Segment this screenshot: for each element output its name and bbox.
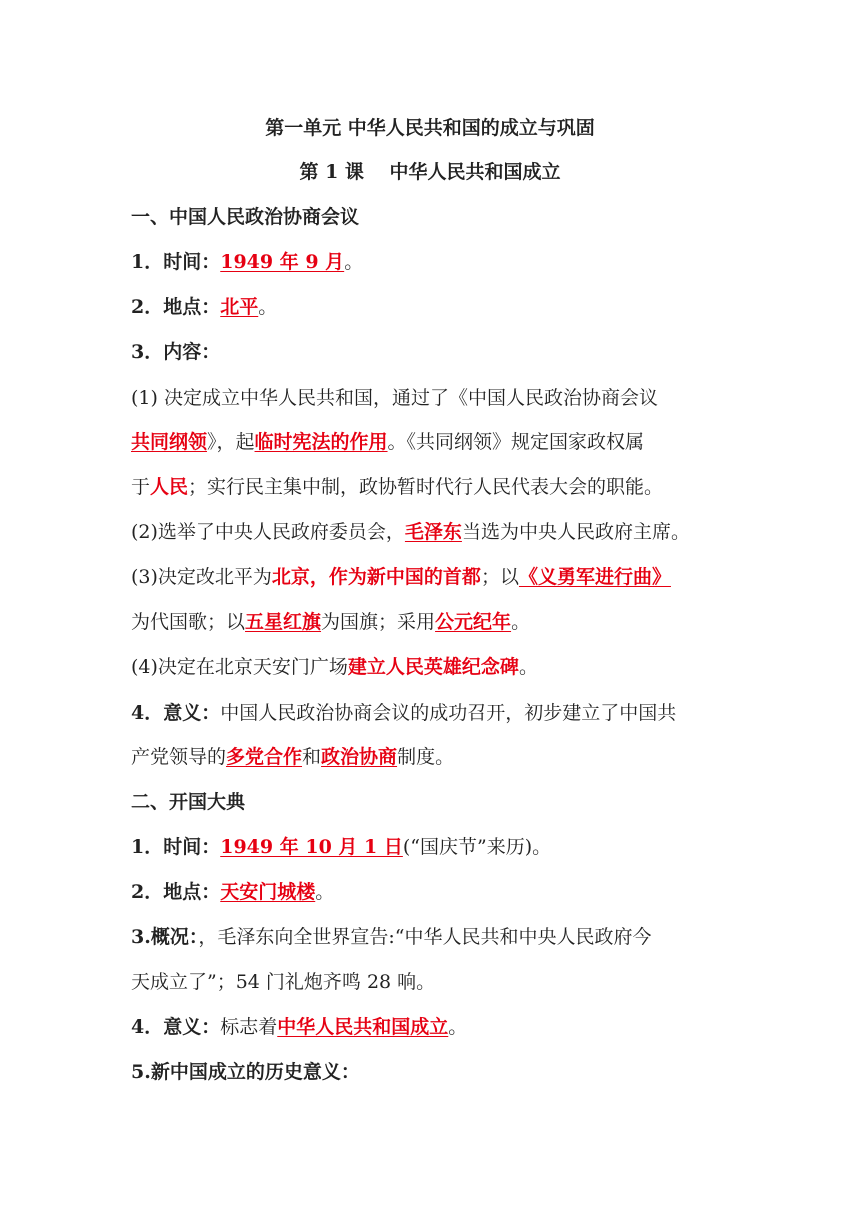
s1-c1-text5: ；实行民主集中制，政协暂时代行人民代表大会的职能。 [188, 476, 664, 498]
s1-meaning-text3: 和 [302, 746, 322, 768]
s1-c1-text3: 。《共同纲领》规定国家政权属 [387, 431, 645, 453]
s1-c4-line [131, 653, 741, 681]
s2-time-line [131, 833, 741, 861]
s2-time-value: 1949 年 10 月 1 日 [220, 836, 403, 858]
s1-meaning-text1: 中国人民政治协商会议的成功召开，初步建立了中国共 [220, 702, 677, 724]
s1-time-end: 。 [344, 251, 364, 273]
s1-meaning-text2: 产党领导的 [131, 746, 227, 768]
s1-content-label: 3．内容： [131, 341, 221, 363]
s1-time-label: 1．时间： [131, 251, 221, 273]
s1-c3-red4: 公元纪年 [435, 611, 512, 633]
s1-c3-line2 [131, 608, 741, 636]
s1-c2-line [131, 518, 741, 546]
s1-c1-text4: 于 [131, 476, 151, 498]
unit-title: 第一单元 中华人民共和国的成立与巩固 [265, 117, 595, 139]
s1-time-value: 1949 年 9 月 [220, 251, 345, 273]
s2-overview-text1: ，毛泽东向全世界宣告:“中华人民共和中央人民政府今 [198, 926, 652, 948]
s2-meaning-text: 标志着 [220, 1016, 278, 1038]
s1-c1-text2: 》，起 [207, 431, 255, 453]
s2-place-end: 。 [315, 881, 335, 903]
s1-c1-red1: 共同纲领 [131, 431, 208, 453]
s2-meaning-line [131, 1013, 741, 1041]
s1-place-end: 。 [258, 296, 278, 318]
s1-meaning-line1 [131, 699, 741, 727]
s2-place-label: 2．地点： [131, 881, 221, 903]
s1-c1-line2 [131, 428, 741, 456]
s1-c3-red3: 五星红旗 [245, 611, 322, 633]
s1-c4-text1: (4)决定在北京天安门广场 [131, 656, 348, 678]
s1-c4-red: 建立人民英雄纪念碑 [347, 656, 519, 678]
s1-c1-red3: 人民 [150, 476, 189, 498]
s1-c2-text1: (2)选举了中央人民政府委员会， [131, 521, 405, 543]
s1-c3-text2: ；以 [480, 566, 519, 588]
s1-c3-line1 [131, 563, 741, 591]
lesson-title: 第 1 课 中华人民共和国成立 [299, 161, 561, 183]
s2-place-line [131, 878, 741, 906]
s1-c3-text4: 为国旗；采用 [321, 611, 436, 633]
s2-overview-line1 [131, 923, 741, 951]
s1-c3-text3: 为代国歌；以 [131, 611, 246, 633]
s2-time-label: 1．时间： [131, 836, 221, 858]
s1-c2-text2: 当选为中央人民政府主席。 [461, 521, 690, 543]
s2-place-value: 天安门城楼 [220, 881, 316, 903]
s1-c3-text1: (3)决定改北平为 [131, 566, 272, 588]
s1-c2-red: 毛泽东 [404, 521, 462, 543]
s1-place-label: 2．地点： [131, 296, 221, 318]
s1-place-value: 北平 [220, 296, 259, 318]
s2-overview-label: 3.概况： [131, 926, 199, 948]
s1-c1-red2: 临时宪法的作用 [254, 431, 388, 453]
s2-time-note: (“国庆节”来历)。 [402, 836, 552, 858]
s1-meaning-line2 [131, 743, 741, 771]
s1-c1-line3 [131, 473, 741, 501]
s1-c3-red2: 《义勇军进行曲》 [518, 566, 671, 588]
s2-meaning-end: 。 [448, 1016, 468, 1038]
section2-heading: 二、开国大典 [131, 791, 246, 813]
s2-overview-line2: 天成立了”；54 门礼炮齐鸣 28 响。 [131, 971, 436, 993]
s1-meaning-label: 4．意义： [131, 702, 221, 724]
s2-meaning-red: 中华人民共和国成立 [277, 1016, 449, 1038]
s1-meaning-red1: 多党合作 [226, 746, 303, 768]
s1-c3-red1: 北京，作为新中国的首都 [271, 566, 481, 588]
s2-meaning-label: 4．意义： [131, 1016, 221, 1038]
s1-c4-text2: 。 [518, 656, 538, 678]
s2-history-label: 5.新中国成立的历史意义： [131, 1061, 360, 1083]
s1-c3-text5: 。 [511, 611, 531, 633]
s1-place-line [131, 293, 741, 321]
s1-time-line [131, 248, 741, 276]
s1-meaning-text4: 制度。 [397, 746, 455, 768]
section1-heading: 一、中国人民政治协商会议 [131, 206, 360, 228]
s1-meaning-red2: 政治协商 [321, 746, 398, 768]
s1-c1-line1: (1) 决定成立中华人民共和国，通过了《中国人民政治协商会议 [131, 387, 658, 409]
